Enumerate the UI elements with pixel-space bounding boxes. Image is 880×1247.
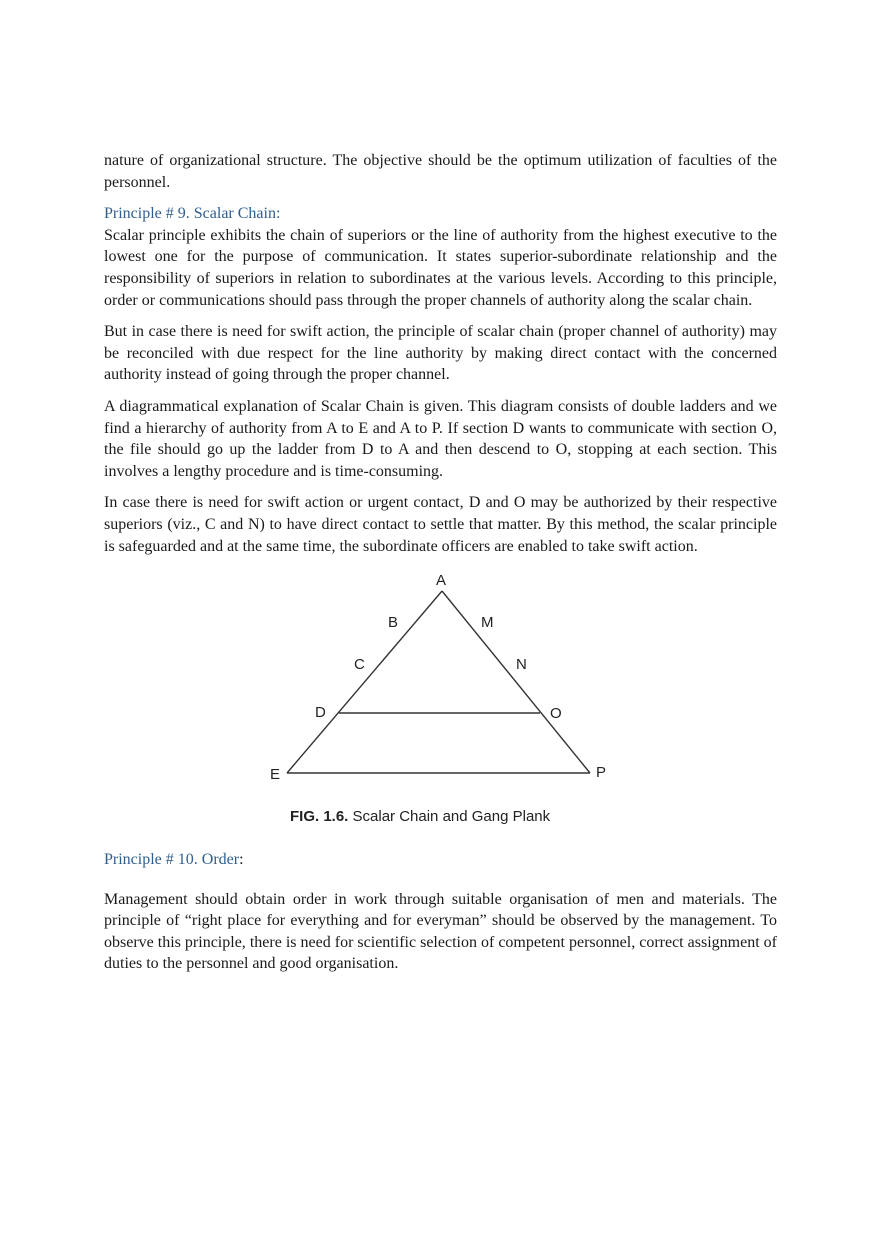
- heading-principle-9: Principle # 9. Scalar Chain:: [104, 205, 281, 223]
- scalar-chain-figure: [104, 565, 777, 845]
- left-ladder-line: [287, 591, 442, 773]
- paragraph-intro: nature of organizational structure. The objective should be the optimum utilization of faculties of the personnel.: [104, 152, 777, 191]
- label-m: M: [481, 614, 494, 632]
- figure-caption-text: Scalar Chain and Gang Plank: [348, 808, 551, 826]
- page-content: [104, 150, 777, 985]
- label-o: O: [550, 705, 562, 723]
- heading-principle-10-colon: :: [239, 851, 244, 869]
- figure-caption: [290, 808, 551, 825]
- figure-caption-number: FIG. 1.6.: [290, 808, 349, 826]
- paragraph-order: Management should obtain order in work through suitable organisation of men and materials. The principle of “right place for everything and for everyman” should be observed by the management. To observe this principle, there is need for scientific selection of competent personnel, correct assignment of duties to the personnel and good organisation.: [104, 890, 777, 973]
- heading-principle-10-text: Principle # 10. Order: [104, 851, 240, 869]
- label-e: E: [270, 766, 281, 784]
- label-n: N: [516, 656, 527, 674]
- label-d: D: [315, 704, 326, 722]
- right-ladder-line: [442, 591, 590, 773]
- paragraph-scalar-gang-plank: In case there is need for swift action or urgent contact, D and O may be authorized by their respective superiors (viz., C and N) to have direct contact to settle that matter. By this method, the scalar principle is safeguarded and at the same time, the subordinate officers are enabled to take swift action.: [104, 494, 777, 555]
- label-c: C: [354, 656, 365, 674]
- label-b: B: [388, 614, 399, 632]
- heading-principle-10: [104, 849, 777, 871]
- label-p: P: [596, 764, 607, 782]
- label-a: A: [436, 572, 447, 590]
- paragraph-scalar-diagram-explanation: A diagrammatical explanation of Scalar Chain is given. This diagram consists of double ladders and we find a hierarchy of authority from A to E and A to P. If section D wants to communicate with section O, the file should go up the ladder from D to A and then descend to O, stopping at each section. This involves a lengthy procedure and is time-consuming.: [104, 397, 777, 480]
- paragraph-scalar-definition: Scalar principle exhibits the chain of superiors or the line of authority from the highest executive to the lowest one for the purpose of communication. It states superior-subordinate relationship and the responsibility of superiors in relation to subordinates at the various levels. According to this principle, order or communications should pass through the proper channels of authority along the scalar chain.: [104, 226, 777, 309]
- paragraph-scalar-swift-action: But in case there is need for swift action, the principle of scalar chain (proper channel of authority) may be reconciled with due respect for the line authority by making direct contact with the concerned authority instead of going through the proper channel.: [104, 323, 777, 384]
- scalar-chain-diagram: [254, 565, 634, 845]
- spacer: [104, 871, 777, 889]
